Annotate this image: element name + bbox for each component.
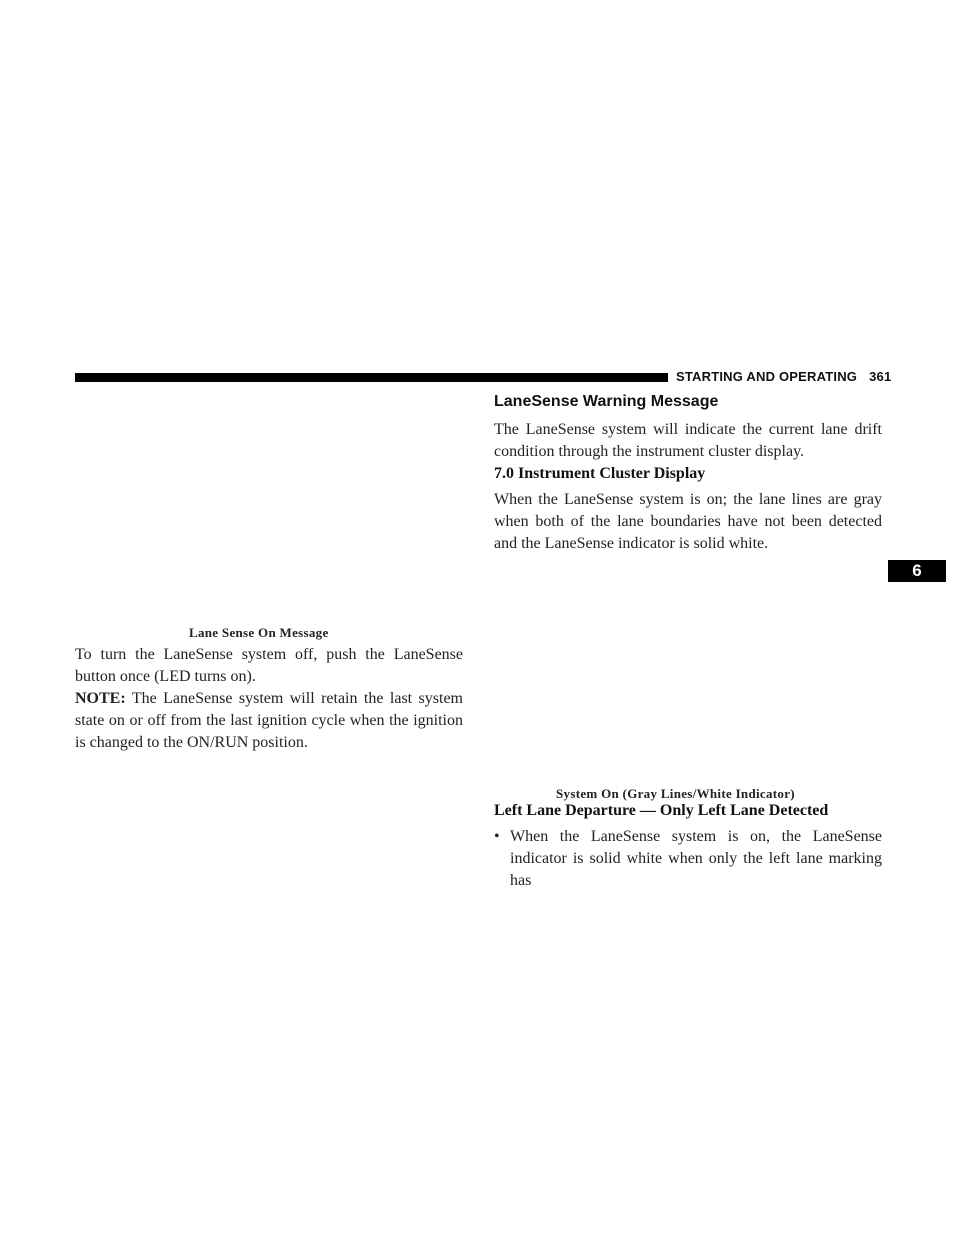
page-number: 361 [869, 369, 892, 384]
chapter-tab: 6 [888, 560, 946, 582]
left-paragraph-turn-off [75, 644, 463, 688]
bullet-item [494, 826, 882, 892]
paragraph-text: When the LaneSense system is on; the lane lines are gray when both of the lane boundaries have not been detected and the LaneSense indicator is solid white. [494, 491, 882, 552]
right-paragraph-lane-lines [494, 489, 882, 555]
bullet-text: When the LaneSense system is on, the LaneSense indicator is solid white when only the left lane marking has [510, 828, 882, 889]
note-label: NOTE: [75, 690, 126, 707]
section-title: LaneSense Warning Message [494, 393, 719, 410]
figure-caption-system-on: System On (Gray Lines/White Indicator) [556, 786, 795, 801]
right-paragraph-indicate [494, 419, 882, 463]
note-text: The LaneSense system will retain the last system state on or off from the last ignition cycle when the ignition is changed to the ON/RUN position. [75, 690, 463, 751]
running-header [676, 369, 891, 384]
header-rule [75, 373, 668, 382]
note-paragraph [75, 688, 463, 754]
bullet-icon: • [494, 828, 500, 845]
subheading-left-lane-departure: Left Lane Departure — Only Left Lane Detected [494, 802, 829, 819]
header-section-title: STARTING AND OPERATING [676, 369, 858, 384]
paragraph-text: To turn the LaneSense system off, push the LaneSense button once (LED turns on). [75, 646, 463, 685]
subheading-instrument-cluster: 7.0 Instrument Cluster Display [494, 465, 706, 482]
left-note [75, 688, 463, 754]
figure-caption-lane-sense-on: Lane Sense On Message [189, 625, 329, 640]
paragraph-text: The LaneSense system will indicate the current lane drift condition through the instrument cluster display. [494, 421, 882, 460]
